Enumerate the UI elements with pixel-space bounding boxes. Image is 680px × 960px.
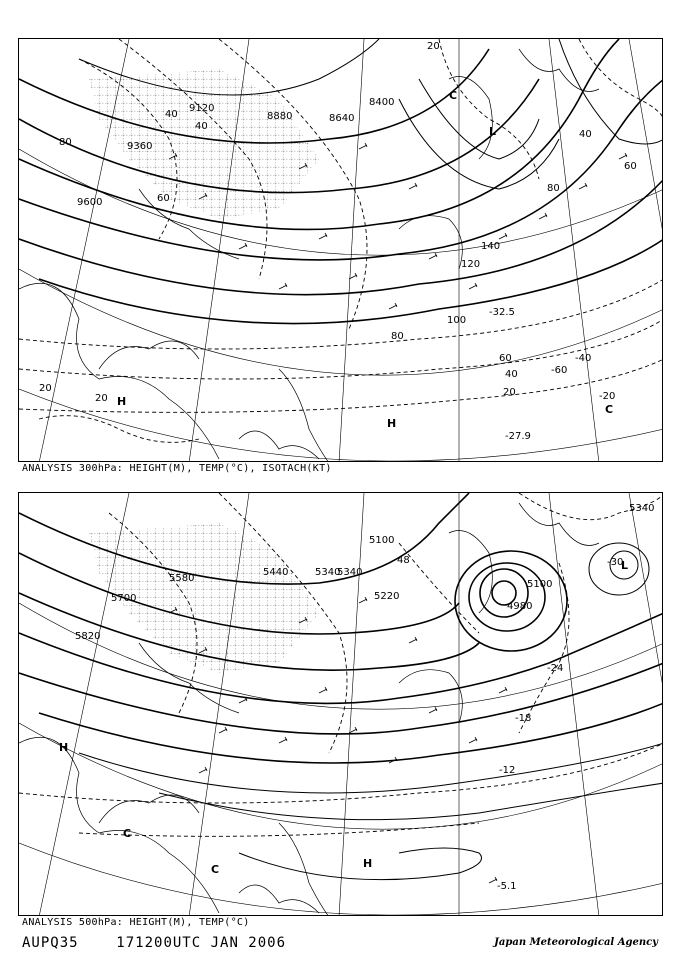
height-label: 9120	[189, 103, 215, 114]
cold-center: C	[211, 863, 220, 876]
height-label: 5340	[337, 567, 363, 578]
isotach-label: 40	[165, 109, 178, 120]
temp-label: -60	[551, 365, 568, 376]
temp-label: -32.5	[489, 307, 515, 318]
map-300hpa-svg	[19, 39, 663, 462]
height-label: 5340	[315, 567, 341, 578]
height-label: 5580	[169, 573, 195, 584]
height-label: 5340	[629, 503, 655, 514]
isotach-label: 120	[461, 259, 481, 270]
height-label: 5700	[111, 593, 137, 604]
map-panel-500hpa	[18, 492, 663, 916]
height-label: 48	[397, 555, 410, 566]
isotach-label: 80	[547, 183, 560, 194]
caption-300hpa: ANALYSIS 300hPa: HEIGHT(M), TEMP(°C), ISOTACH(KT)	[22, 463, 332, 474]
temp-label: -40	[575, 353, 592, 364]
temp-label: -20	[599, 391, 616, 402]
product-id: AUPQ35	[22, 935, 79, 951]
isotach-label: 20	[39, 383, 52, 394]
cold-center: C	[449, 89, 458, 102]
height-label: 5440	[263, 567, 289, 578]
height-label: 8880	[267, 111, 293, 122]
isotach-label: 80	[59, 137, 72, 148]
height-label: 4980	[507, 601, 533, 612]
temp-label: -5.1	[497, 881, 517, 892]
isotach-label: 20	[503, 387, 516, 398]
height-label: 5100	[527, 579, 553, 590]
temp-label: -30	[607, 557, 624, 568]
isotach-label: 60	[624, 161, 637, 172]
valid-time: 171200UTC JAN 2006	[116, 935, 287, 951]
cold-center: C	[605, 403, 614, 416]
high-center: H	[387, 417, 397, 430]
height-label: 5820	[75, 631, 101, 642]
chart-identifier	[22, 935, 286, 951]
temp-label: -18	[515, 713, 532, 724]
high-center: H	[59, 741, 69, 754]
height-label: 9600	[77, 197, 103, 208]
temp-label: -27.9	[505, 431, 531, 442]
low-center: L	[621, 559, 629, 572]
isotach-label: 60	[499, 353, 512, 364]
height-label: 8400	[369, 97, 395, 108]
isotach-label: 100	[447, 315, 467, 326]
temp-label: -12	[499, 765, 516, 776]
low-center: L	[489, 125, 497, 138]
map-500hpa-svg	[19, 493, 663, 916]
cold-center: C	[123, 827, 132, 840]
isotach-label: 20	[95, 393, 108, 404]
height-label: 5100	[369, 535, 395, 546]
caption-500hpa: ANALYSIS 500hPa: HEIGHT(M), TEMP(°C)	[22, 917, 250, 928]
map-panel-300hpa	[18, 38, 663, 462]
high-center: H	[363, 857, 373, 870]
isotach-label: 60	[157, 193, 170, 204]
height-label: 9360	[127, 141, 153, 152]
isotach-label: 40	[195, 121, 208, 132]
height-label: 8640	[329, 113, 355, 124]
isotach-label: 140	[481, 241, 501, 252]
isotach-label: 40	[579, 129, 592, 140]
isotach-label: 80	[391, 331, 404, 342]
agency-credit: Japan Meteorological Agency	[494, 937, 658, 948]
isotach-label: 20	[427, 41, 440, 52]
isotach-label: 40	[505, 369, 518, 380]
temp-label: -24	[547, 663, 564, 674]
high-center: H	[117, 395, 127, 408]
height-label: 5220	[374, 591, 400, 602]
